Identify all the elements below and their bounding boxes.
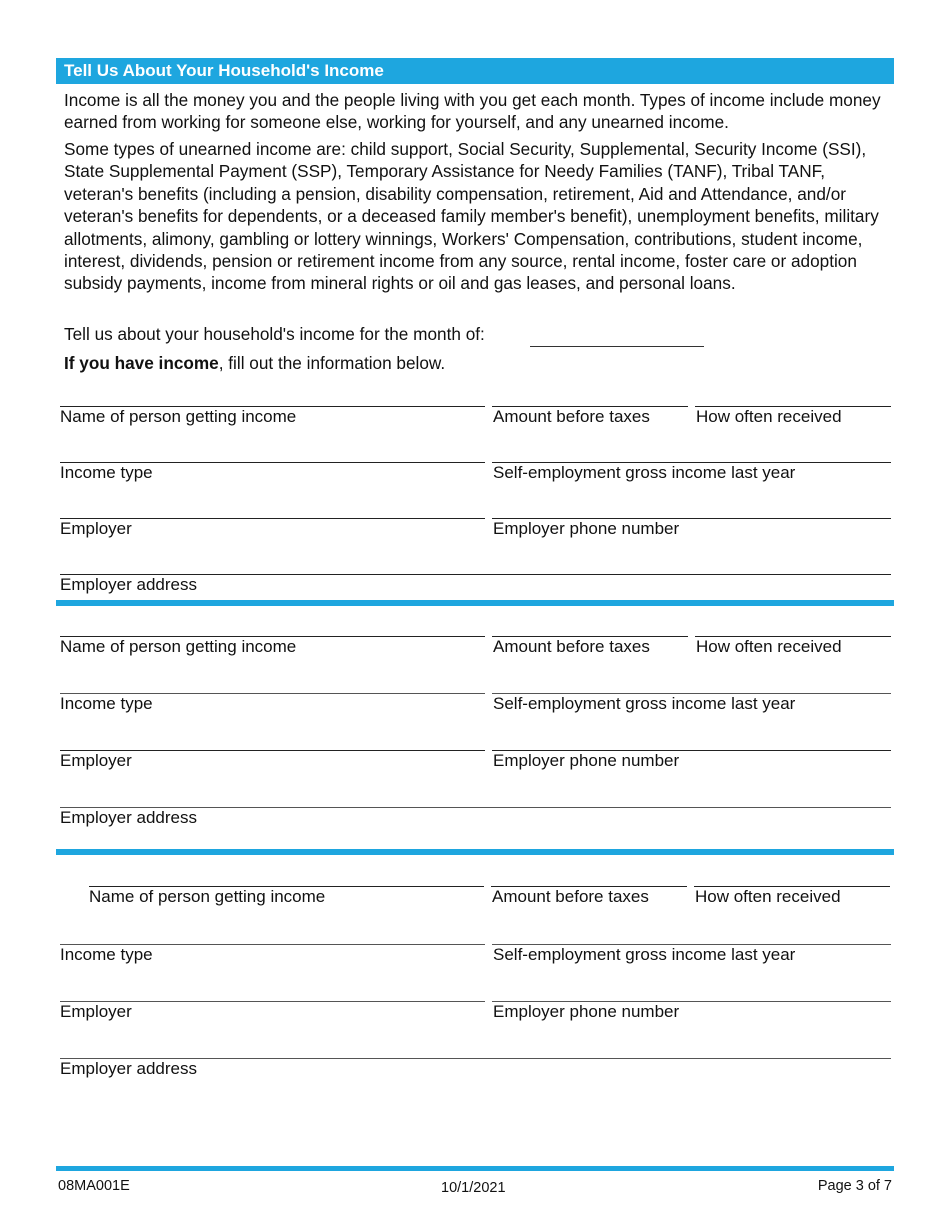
page-number: Page 3 of 7 (817, 1178, 892, 1194)
amount-field[interactable] (492, 406, 688, 436)
frequency-label: How often received (696, 407, 842, 426)
employer-phone-field[interactable] (492, 1001, 891, 1031)
employer-label: Employer (60, 751, 132, 770)
section-divider (56, 849, 894, 855)
employer-phone-label: Employer phone number (493, 751, 680, 770)
frequency-field[interactable] (695, 636, 891, 666)
employer-label: Employer (60, 1002, 132, 1021)
instruction-bold: If you have income (64, 353, 219, 373)
income-type-field[interactable] (60, 693, 485, 723)
frequency-field[interactable] (694, 886, 890, 916)
employer-address-label: Employer address (60, 808, 198, 827)
name-field[interactable] (60, 406, 485, 436)
footer-divider (56, 1166, 894, 1171)
income-type-label: Income type (60, 694, 153, 713)
employer-label: Employer (60, 519, 132, 538)
instruction-rest: , fill out the information below. (218, 353, 446, 373)
income-type-field[interactable] (60, 944, 485, 974)
name-label: Name of person getting income (89, 887, 326, 906)
self-employment-label: Self-employment gross income last year (493, 945, 796, 964)
name-field[interactable] (60, 636, 485, 666)
employer-field[interactable] (60, 1001, 485, 1031)
amount-label: Amount before taxes (493, 407, 650, 426)
employer-phone-field[interactable] (492, 518, 891, 548)
employer-field[interactable] (60, 518, 485, 548)
employer-phone-label: Employer phone number (493, 519, 680, 538)
frequency-label: How often received (695, 887, 841, 906)
name-label: Name of person getting income (60, 407, 297, 426)
section-header: Tell Us About Your Household's Income (56, 58, 894, 84)
income-type-label: Income type (60, 463, 153, 482)
unearned-income-paragraph: Some types of unearned income are: child support, Social Security, Supplemental, Security Income (SSI), State Supplemental Payment (SSP), Temporary Assistance for Needy Families (TANF), Tribal TANF, veteran's benefits (including a pension, disability compensation, retirement, Aid and Attendance, and/or veteran's benefits for dependents, or a deceased family member's benefit), unemployment benefits, military allotments, alimony, gambling or lottery winnings, Workers' Compensation, contributions, student income, interest, dividends, pension or retirement income from any source, rental income, foster care or adoption subsidy payments, income from mineral rights or oil and gas leases, and personal loans. (64, 139, 879, 294)
self-employment-field[interactable] (492, 693, 891, 723)
section-divider (56, 600, 894, 606)
instruction-text (64, 352, 894, 374)
employer-address-field[interactable] (60, 1058, 891, 1088)
name-label: Name of person getting income (60, 637, 297, 656)
self-employment-field[interactable] (492, 462, 891, 492)
month-input[interactable] (530, 345, 704, 347)
employer-phone-label: Employer phone number (493, 1002, 680, 1021)
self-employment-label: Self-employment gross income last year (493, 463, 796, 482)
employer-address-label: Employer address (60, 1059, 198, 1078)
name-field[interactable] (89, 886, 484, 916)
amount-field[interactable] (491, 886, 687, 916)
month-prompt: Tell us about your household's income for the month of: (64, 324, 485, 344)
income-type-field[interactable] (60, 462, 485, 492)
amount-field[interactable] (492, 636, 688, 666)
income-type-label: Income type (60, 945, 153, 964)
frequency-field[interactable] (695, 406, 891, 436)
frequency-label: How often received (696, 637, 842, 656)
form-date: 10/1/2021 (441, 1180, 506, 1196)
self-employment-field[interactable] (492, 944, 891, 974)
employer-field[interactable] (60, 750, 485, 780)
amount-label: Amount before taxes (493, 637, 650, 656)
intro-paragraph: Income is all the money you and the people living with you get each month. Types of income include money earned from working for someone else, working for yourself, and any unearned income. (64, 90, 881, 133)
amount-label: Amount before taxes (492, 887, 649, 906)
employer-phone-field[interactable] (492, 750, 891, 780)
employer-address-field[interactable] (60, 807, 891, 837)
employer-address-label: Employer address (60, 575, 198, 594)
form-id: 08MA001E (58, 1178, 130, 1194)
self-employment-label: Self-employment gross income last year (493, 694, 796, 713)
